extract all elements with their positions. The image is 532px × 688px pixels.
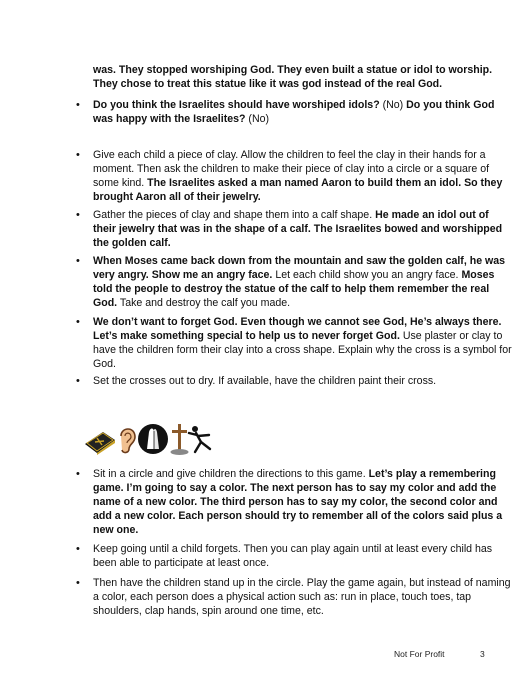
praying-hands-icon	[138, 424, 168, 454]
intro-paragraph: was. They stopped worshiping God. They even built a statue or idol to worship. They chose to treat this statue like it was god instead of the real God.	[93, 64, 493, 90]
clipart-svg	[83, 422, 213, 456]
bullet: •	[76, 543, 80, 555]
clipart-icon-row	[83, 422, 213, 456]
list-item-text: We don’t want to forget God. Even though we cannot see God, He’s always there. Let’s make something special to help us to never forget God. Use plaster or clay to have the children form their clay into a cross shape. Explain why the cross is a symbol for God.	[93, 316, 512, 370]
list-item-text: Keep going until a child forgets. Then you can play again until at least every child has been able to participate at least once.	[93, 543, 493, 569]
bullet: •	[76, 375, 80, 387]
footer-text: Not For Profit	[394, 649, 445, 659]
list-item-text: Sit in a circle and give children the directions to this game. Let’s play a remembering game. I’m going to say a color. The next person has to say my color and add the name of a new color. The third person has to say my color, the second color and add a new color. Each person should try to remember all of the colors said plus a new one.	[93, 468, 503, 536]
list-item-text: Set the crosses out to dry. If available, have the children paint their cross.	[93, 375, 437, 387]
list-item-text: When Moses came back down from the mountain and saw the golden calf, he was very angry. Show me an angry face. Let each child show you an angry face. Moses told the people to destroy the statue of the calf to help them remember the real God. Take and destroy the calf you made.	[93, 255, 506, 309]
ear-icon	[121, 429, 135, 453]
list-item-text: Gather the pieces of clay and shape them into a calf shape. He made an idol out of their jewelry that was in the shape of a calf. The Israelites bowed and worshipped the golden calf.	[93, 209, 503, 249]
bible-icon	[85, 432, 115, 455]
bullet: •	[76, 149, 80, 161]
bullet: •	[76, 316, 80, 328]
list-item-text: Give each child a piece of clay. Allow the children to feel the clay in their hands for a moment. Then ask the children to make their piece of clay into a circle or a square of some kind. The Israelites asked a man named Aaron to build them an idol. So they brought Aaron all of their jewelry.	[93, 149, 503, 203]
bullet: •	[76, 209, 80, 221]
list-item-text: Then have the children stand up in the circle. Play the game again, but instead of naming a color, each person does a physical action such as: run in place, touch toes, tap shoulders, clap hands, spin around one time, etc.	[93, 577, 511, 617]
cross-icon	[171, 424, 189, 455]
bullet: •	[76, 99, 80, 111]
bullet: •	[76, 468, 80, 480]
list-item-text: Do you think the Israelites should have worshiped idols? (No) Do you think God was happy with the Israelites? (No)	[93, 99, 495, 125]
page-number: 3	[480, 649, 485, 659]
bullet: •	[76, 577, 80, 589]
bullet: •	[76, 255, 80, 267]
running-person-icon	[189, 426, 210, 452]
